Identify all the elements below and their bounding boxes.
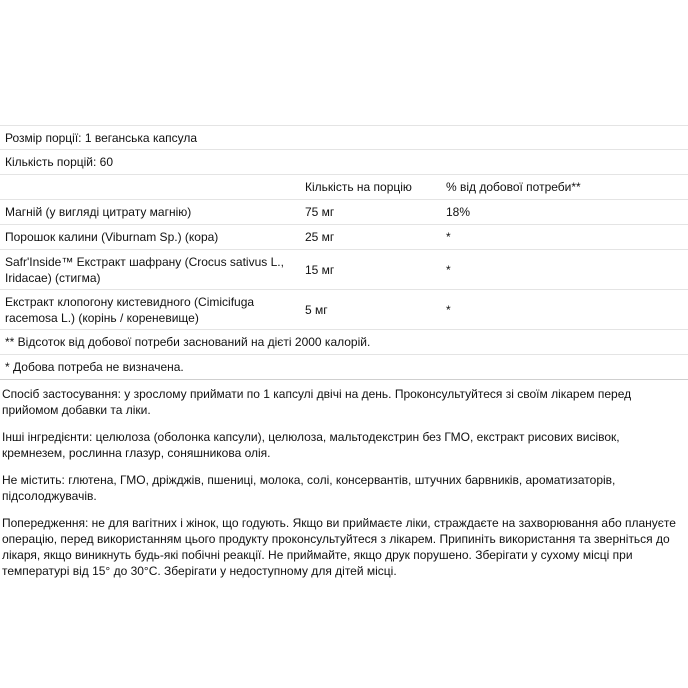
other-ingredients-paragraph: Інші інгредієнти: целюлоза (оболонка капсули), целюлоза, мальтодекстрин без ГМО, екстракт рисових висівок, кремнезем, рослинна глазур, соняшникова олія. bbox=[2, 430, 620, 460]
ingredient-name: Safr'Inside™ Екстракт шафрану (Crocus sativus L., Iridacae) (стигма) bbox=[5, 254, 284, 285]
free-of-paragraph: Не містить: глютена, ГМО, дріжджів, пшениці, молока, солі, консервантів, штучних барвників, ароматизаторів, підсолоджувачів. bbox=[2, 473, 616, 503]
footnote-dv-row bbox=[0, 329, 688, 354]
table-row bbox=[0, 199, 688, 224]
usage-paragraph: Спосіб застосування: у зрослому приймати по 1 капсулі двічі на день. Проконсультуйтеся зі своїм лікарем перед прийомом добавки та ліки. bbox=[2, 387, 632, 417]
product-description bbox=[2, 386, 684, 579]
dv-column-header: % від добової потреби** bbox=[446, 180, 581, 194]
ingredient-dv: 18% bbox=[446, 205, 471, 219]
ingredient-amount: 15 мг bbox=[305, 262, 335, 277]
supplement-facts-table bbox=[0, 125, 688, 380]
warning-paragraph: Попередження: не для вагітних і жінок, що годують. Якщо ви приймаєте ліки, страждаєте на захворювання або плануєте операцію, перед використанням цього продукту проконсультуйтеся з лікарем. Припиніть використання та зверніться до лікаря, якщо виникнуть будь-які побічні реакції. Не приймайте, якщо друк порушено. Зберігати у сухому місці при температурі від 15° до 30°C. Зберігати у недоступному для дітей місці. bbox=[2, 516, 676, 578]
servings-text: Кількість порцій: 60 bbox=[5, 155, 114, 169]
table-row bbox=[0, 224, 688, 249]
ingredient-dv: * bbox=[446, 262, 451, 277]
ingredient-amount: 25 мг bbox=[305, 230, 335, 244]
table-header-row bbox=[0, 174, 688, 199]
ingredient-dv: * bbox=[446, 302, 451, 317]
ingredient-dv: * bbox=[446, 230, 451, 244]
footnote-star-row bbox=[0, 354, 688, 380]
footnote-dv: ** Відсоток від добової потреби заснований на дієті 2000 калорій. bbox=[5, 335, 371, 349]
footnote-star: * Добова потреба не визначена. bbox=[5, 360, 184, 374]
ingredient-name: Магній (у вигляді цитрату магнію) bbox=[5, 205, 192, 219]
ingredient-amount: 5 мг bbox=[305, 302, 328, 317]
ingredient-amount: 75 мг bbox=[305, 205, 335, 219]
serving-size-row bbox=[0, 125, 688, 149]
ingredient-name: Екстракт клопогону кистевидного (Cimicifuga racemosa L.) (корінь / кореневище) bbox=[5, 294, 255, 325]
amount-column-header: Кількість на порцію bbox=[305, 180, 412, 194]
table-row bbox=[0, 249, 688, 289]
ingredient-name: Порошок калини (Viburnam Sp.) (кора) bbox=[5, 230, 219, 244]
serving-size-text: Розмір порції: 1 веганська капсула bbox=[5, 130, 198, 145]
table-row bbox=[0, 289, 688, 329]
servings-row bbox=[0, 149, 688, 174]
